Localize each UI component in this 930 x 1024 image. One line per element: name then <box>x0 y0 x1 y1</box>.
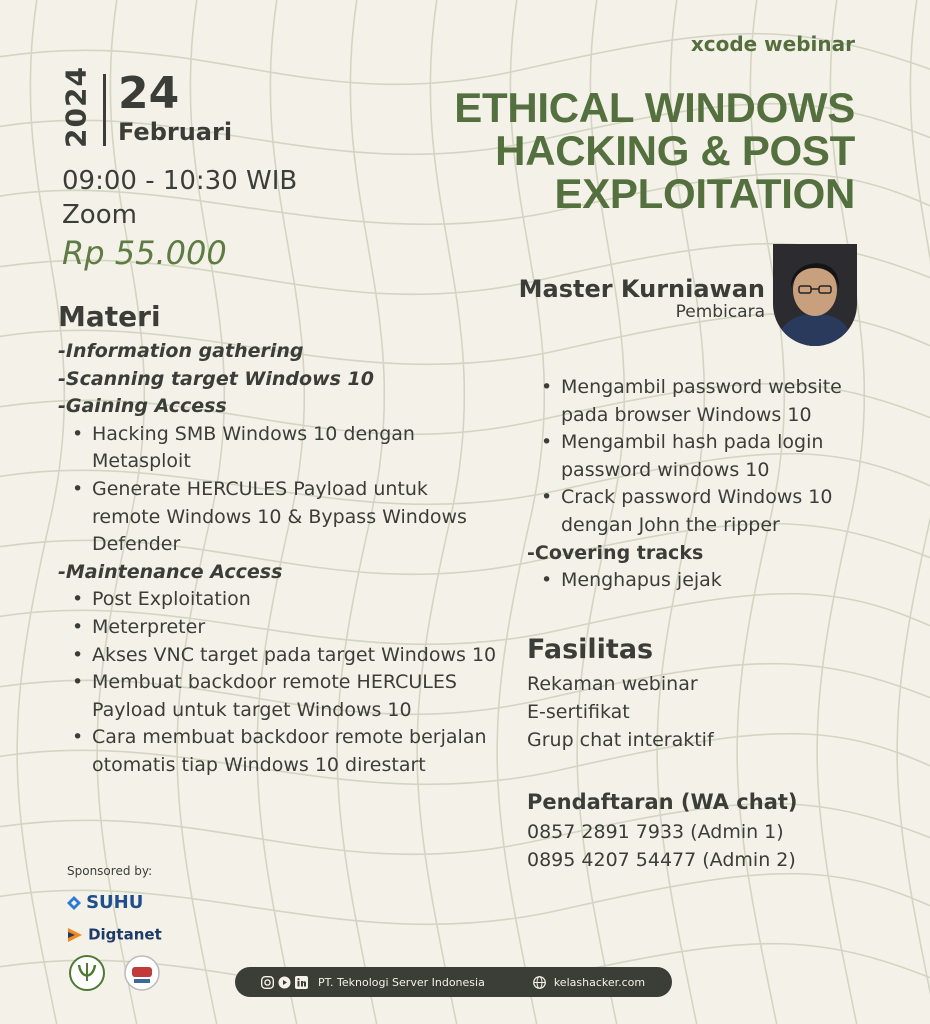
list-item: • Membuat backdoor remote HERCULES Payload untuk target Windows 10 <box>92 669 498 724</box>
materi-section-heading: -Gaining Access <box>58 395 227 418</box>
contact-number[interactable]: 0895 4207 54477 (Admin 2) <box>527 849 796 871</box>
materi-heading: Materi <box>58 300 161 333</box>
contact-number[interactable]: 0857 2891 7933 (Admin 1) <box>527 821 784 843</box>
linkedin-icon[interactable] <box>295 976 308 989</box>
list-item: Rekaman webinar <box>527 673 698 695</box>
youtube-icon[interactable] <box>278 976 291 989</box>
list-item: Grup chat interaktif <box>527 729 714 751</box>
materi-section-heading: -Information gathering <box>58 340 304 362</box>
sponsor-emblems <box>67 955 167 999</box>
list-item: • Hacking SMB Windows 10 dengan Metasploit <box>92 421 498 476</box>
sponsor-emblem-jogja <box>70 956 104 990</box>
list-item: • Cara membuat backdoor remote berjalan otomatis tiap Windows 10 direstart <box>92 724 498 779</box>
materi-left-column <box>58 338 498 780</box>
event-price: Rp 55.000 <box>62 234 227 272</box>
title-line: EXPLOITATION <box>554 170 855 217</box>
maintenance-access-list <box>58 586 498 779</box>
materi-section-heading: -Maintenance Access <box>58 560 283 583</box>
materi-right-column <box>527 374 887 595</box>
footer-company: PT. Teknologi Server Indonesia <box>318 975 485 989</box>
list-item: • Menghapus jejak <box>561 567 887 595</box>
social-icons <box>261 976 308 989</box>
event-time: 09:00 - 10:30 WIB <box>62 166 298 196</box>
event-venue: Zoom <box>62 200 137 230</box>
speaker-name: Master Kurniawan <box>518 275 765 303</box>
event-month: Februari <box>118 118 233 146</box>
instagram-icon[interactable] <box>261 976 274 989</box>
footer-website-link[interactable] <box>533 976 645 989</box>
event-year: 2024 <box>59 66 93 148</box>
brand-label: xcode webinar <box>690 32 855 56</box>
list-item: • Generate HERCULES Payload untuk remote Windows 10 & Bypass Windows Defender <box>92 476 498 559</box>
list-item: • Akses VNC target pada target Windows 10 <box>92 642 498 670</box>
digtanet-logo-icon <box>67 927 83 943</box>
list-item: • Mengambil password website pada browser Windows 10 <box>561 374 887 429</box>
speaker-role: Pembicara <box>675 302 765 322</box>
materi-section-heading: -Scanning target Windows 10 <box>58 367 374 390</box>
gaining-access-list <box>58 421 498 559</box>
suhu-logo-icon <box>67 896 81 910</box>
event-day: 24 <box>118 68 180 119</box>
list-item: • Post Exploitation <box>92 586 498 614</box>
list-item: • Crack password Windows 10 dengan John the ripper <box>561 484 887 539</box>
covering-tracks-list <box>527 567 887 595</box>
list-item: • Meterpreter <box>92 614 498 642</box>
pendaftaran-list <box>527 818 796 874</box>
date-divider <box>103 74 106 146</box>
maintenance-access-list-continued <box>527 374 887 540</box>
sponsor-suhu-logo: SUHU <box>67 892 143 913</box>
sponsor-label: Sponsored by: <box>67 864 153 878</box>
fasilitas-list <box>527 670 714 754</box>
title-line: ETHICAL WINDOWS <box>454 84 855 131</box>
footer-website: kelashacker.com <box>553 975 646 989</box>
sponsor-digtanet-logo: Digtanet <box>67 924 162 944</box>
list-item: • Mengambil hash pada login password windows 10 <box>561 429 887 484</box>
globe-icon <box>533 976 546 989</box>
footer-bar <box>235 967 672 997</box>
list-item: E-sertifikat <box>527 701 630 723</box>
fasilitas-heading: Fasilitas <box>527 634 654 665</box>
materi-section-heading: -Covering tracks <box>527 541 704 564</box>
pendaftaran-heading: Pendaftaran (WA chat) <box>527 790 798 814</box>
event-title <box>454 86 855 215</box>
sponsor-emblem-community <box>125 956 159 990</box>
speaker-avatar <box>773 244 857 346</box>
title-line: HACKING & POST <box>495 127 855 174</box>
